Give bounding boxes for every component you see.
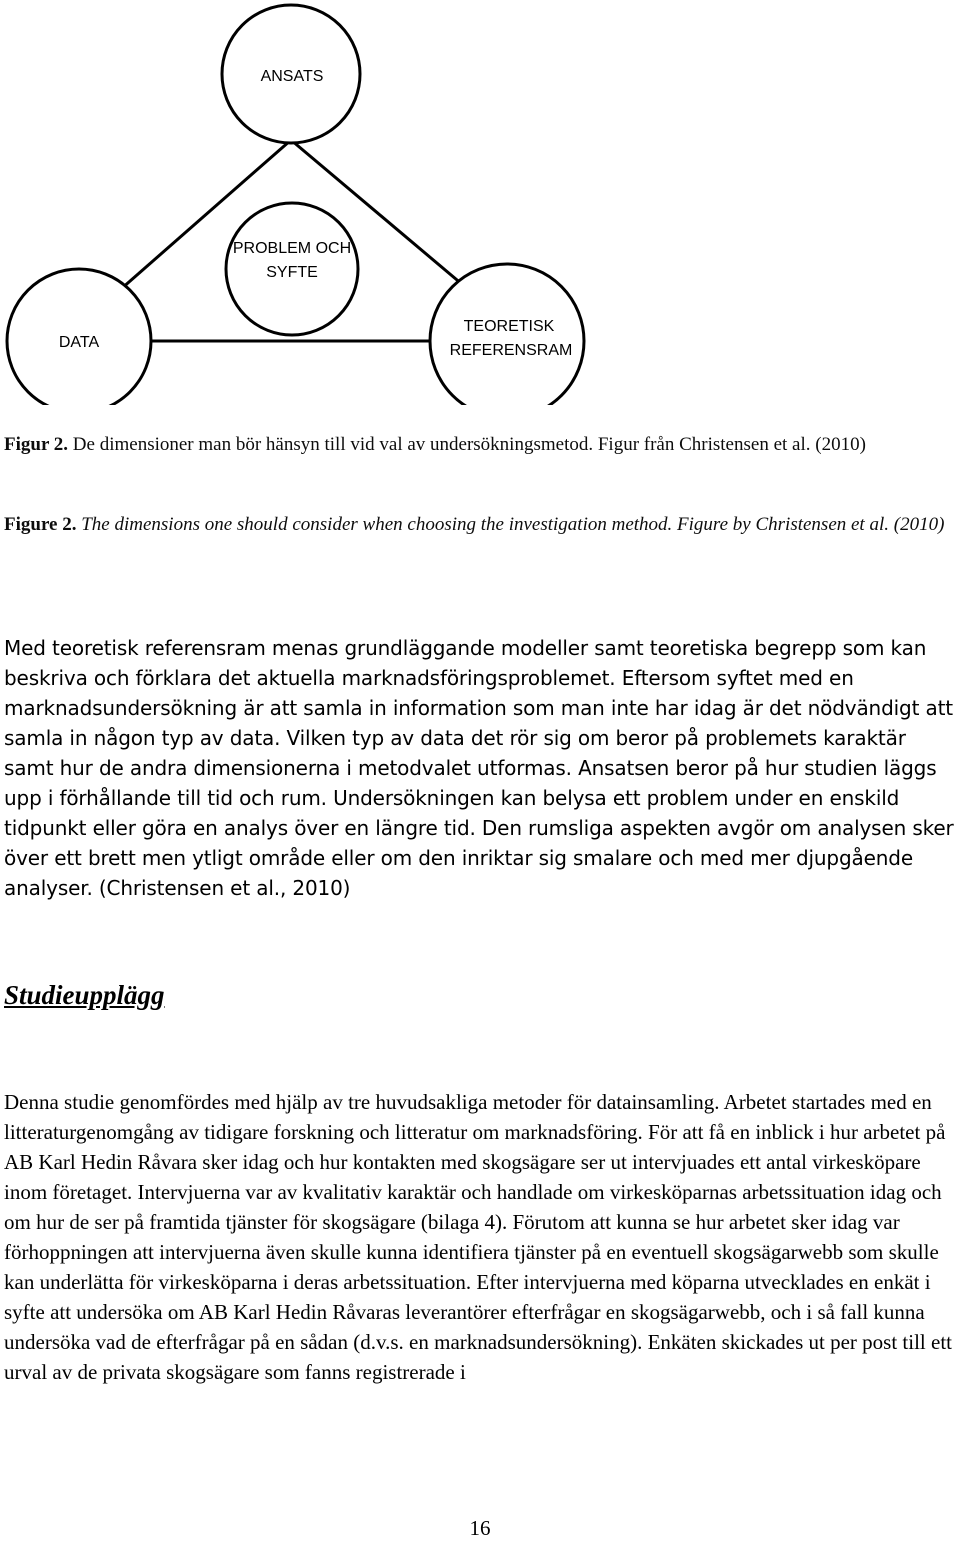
section-heading: Studieupplägg [4,980,165,1010]
caption-en-text: The dimensions one should consider when choosing the investigation method. Figure by Christensen et al. (2010) [76,514,945,535]
paragraph-theory-framework: Med teoretisk referensram menas grundläggande modeller samt teoretiska begrepp som kan beskriva och förklara det aktuella marknadsföringsproblemet. Eftersom syftet med en marknadsundersökning är att samla in information som man inte har idag är det nödvändigt att samla in någon typ av data. Vilken typ av data det rör sig om beror på problemets karaktär samt hur de andra dimensionerna i metodvalet utformas. Ansatsen beror på hur studien läggs upp i förhållande till tid och rum. Undersökningen kan belysa ett problem under en enskild tidpunkt eller göra en analys över en längre tid. Den rumsliga aspekten avgör om analysen sker över ett brett men ytligt område eller om den inriktar sig smalare och med mer djupgående analyser. (Christensen et al., 2010) [4,636,954,900]
node-data-label: DATA [58,334,100,351]
node-teoretisk-label-line1: TEORETISK [463,318,555,335]
node-ansats-label: ANSATS [260,68,324,85]
node-problem-label-line2: SYFTE [266,264,318,281]
caption-sv-text: De dimensioner man bör hänsyn till vid val av undersökningsmetod. Figur från Christensen et al. (2010) [68,434,866,455]
node-teoretisk-label-line2: REFERENSRAM [449,342,573,359]
caption-en-label: Figure 2. [4,514,77,535]
triangle-diagram [0,0,960,405]
paragraph-study-design: Denna studie genomfördes med hjälp av tre huvudsakliga metoder för datainsamling. Arbetet startades med en litteraturgenomgång av tidigare forskning och litteratur om marknadsföring. För att få en inblick i hur arbetet på AB Karl Hedin Råvara sker idag och hur kontakten med skogsägare ser ut intervjuades ett antal virkesköpare inom företaget. Intervjuerna var av kvalitativ karaktär och handlade om virkesköparnas arbetssituation idag och om hur de ser på framtida tjänster för skogsägare (bilaga 4). Förutom att kunna se hur arbetet sker idag var förhoppningen att intervjuerna även skulle kunna identifiera tjänster på en eventuell skogsägarwebb som skulle kan underlätta för virkesköparna i deras arbetssituation. Efter intervjuerna med köparna utvecklades en enkät i syfte att undersöka om AB Karl Hedin Råvaras leverantörer efterfrågar en skogsägarwebb, och i så fall kunna undersöka vad de efterfrågar på en sådan (d.v.s. en marknadsundersökning). Enkäten skickades ut per post till ett urval av de privata skogsägare som fanns registrerade i [4,1090,952,1384]
page-number: 16 [469,1516,491,1540]
figure-caption-swedish [4,430,954,459]
method-dimensions-figure [0,0,960,405]
node-problem-label-line1: PROBLEM OCH [232,240,352,257]
caption-sv-label: Figur 2. [4,434,69,455]
figure-caption-english [4,510,954,539]
